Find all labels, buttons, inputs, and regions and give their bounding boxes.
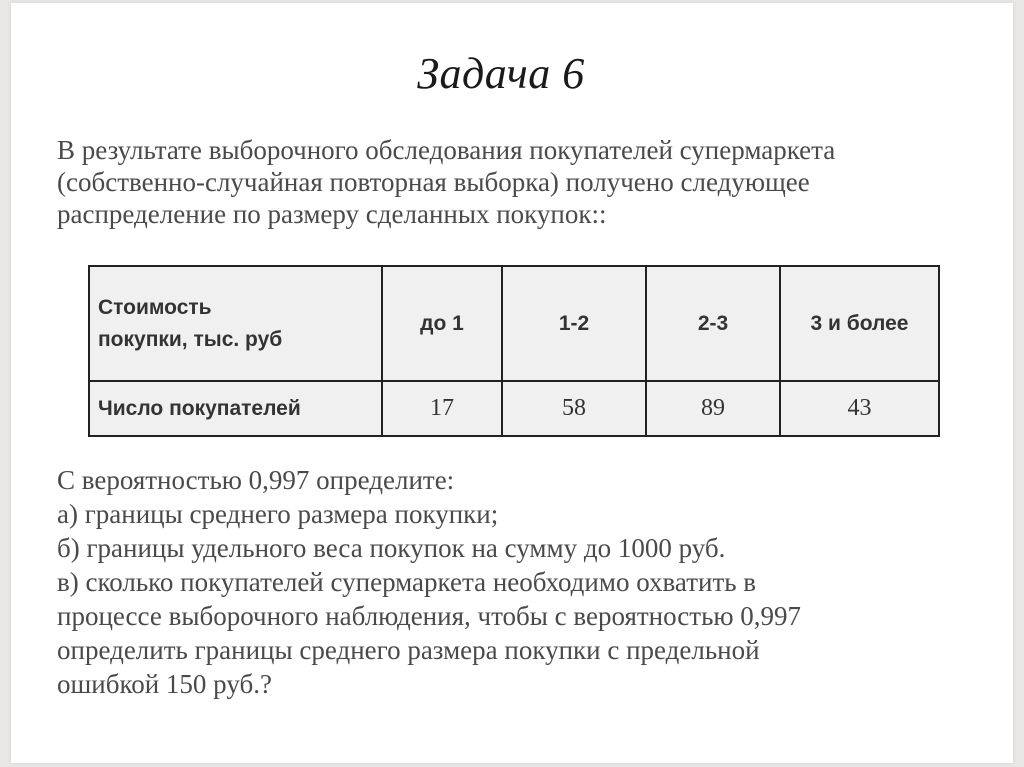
table-cell: 89 xyxy=(646,381,780,436)
table-cell: 17 xyxy=(382,381,502,436)
intro-line: распределение по размеру сделанных покупок:: xyxy=(57,199,607,229)
slide-title: Задача 6 xyxy=(417,49,585,98)
problem-questions xyxy=(57,463,977,701)
question-line: ошибкой 150 руб.? xyxy=(57,669,272,699)
problem-intro xyxy=(57,134,977,230)
table-cell: 58 xyxy=(502,381,646,436)
price-header-line1: Стоимость xyxy=(98,295,212,319)
table-header-cell: 1-2 xyxy=(502,266,646,381)
table-header-row xyxy=(89,266,939,381)
price-header-line2: покупки, тыс. руб xyxy=(98,327,283,351)
price-header-cell xyxy=(89,266,382,381)
table-row xyxy=(89,381,939,436)
intro-line: В результате выборочного обследования покупателей супермаркета xyxy=(57,135,836,165)
question-line: б) границы удельного веса покупок на сумму до 1000 руб. xyxy=(57,533,726,563)
question-line: а) границы среднего размера покупки; xyxy=(57,499,499,529)
question-line: процессе выборочного наблюдения, чтобы с вероятностью 0,997 xyxy=(57,601,802,631)
table-header-cell: 3 и более xyxy=(780,266,939,381)
intro-line: (собственно-случайная повторная выборка) получено следующее xyxy=(57,167,810,197)
distribution-table xyxy=(88,265,940,437)
question-line: определить границы среднего размера покупки с предельной xyxy=(57,635,760,665)
question-line: в) сколько покупателей супермаркета необходимо охватить в xyxy=(57,567,757,597)
table-header-cell: 2-3 xyxy=(646,266,780,381)
table-cell: 43 xyxy=(780,381,939,436)
buyers-label-cell: Число покупателей xyxy=(89,381,382,436)
question-line: С вероятностью 0,997 определите: xyxy=(57,465,455,495)
table-header-cell: до 1 xyxy=(382,266,502,381)
